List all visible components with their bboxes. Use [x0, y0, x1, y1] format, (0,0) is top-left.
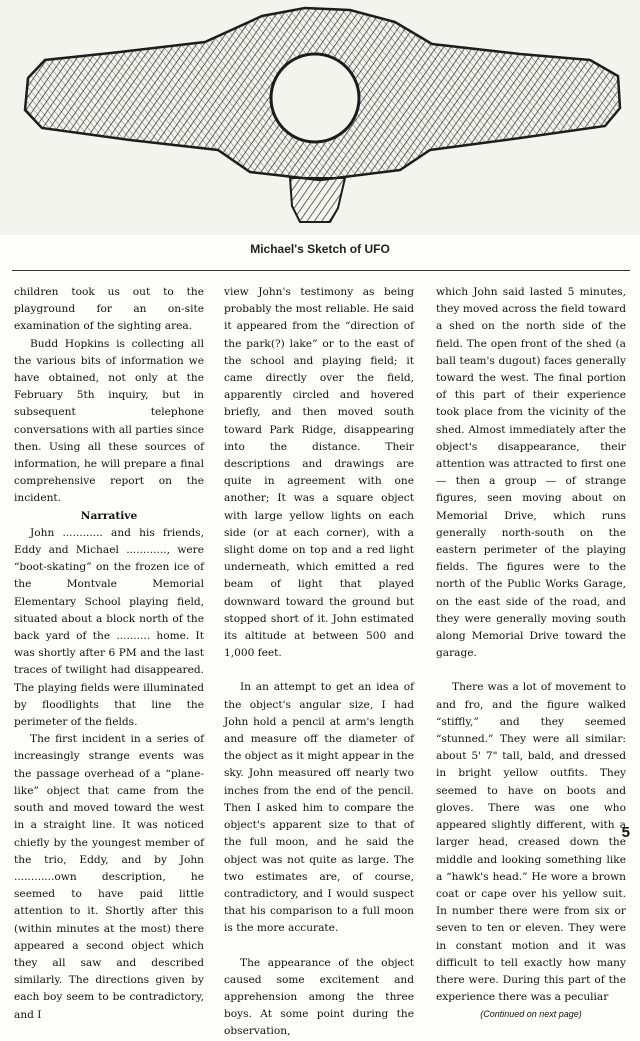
paragraph: There was a lot of movement to and fro, and the figure walked “stiffly,” and they seemed “stunned.” They were all similar: about 5' 7" tall, bald, and dressed in bright yellow outfits. They seemed to have on boots and gloves. There was one who appeared slightly different, with a larger head, creased down the middle and looking something like a “hawk's head.” He wore a brown coat or cape over his yellow suit. In number there were from six or seven to ten or eleven. They were in constant motion and it was difficult to tell exactly how many there were. During this part of the experience there was a peculiar: [436, 681, 626, 1004]
continued-note: (Continued on next page): [480, 1009, 582, 1020]
paragraph: view John's testimony as being probably the most reliable. He said it appeared from the “direction of the park(?) lake” or to the east of the school and playing field; it came directly over the field, apparently circled and hovered briefly, and then moved south toward Park Ridge, disappearing into the distance. Their descriptions and drawings are quite in agreement with one another; It was a square object with large yellow lights on each side (or at each corner), with a slight dome on top and a red light underneath, which emitted a red beam of light that played downward toward the ground but stopped short of it. John estimated its altitude at between 500 and 1,000 feet.: [224, 286, 414, 660]
ufo-center-porthole: [271, 54, 359, 142]
article-column-3: [436, 284, 626, 1020]
paragraph: In an attempt to get an idea of the object's angular size, I had John hold a pencil at arm's length and measure off the diameter of the object as it might appear in the sky. John measured off nearly two inches from the end of the pencil. Then I asked him to compare the object's apparent size to that of the full moon, and he said the object was not quite as large. The two estimates are, of course, contradictory, and I would suspect that his comparison to a full moon is the more accurate.: [224, 681, 414, 935]
figure-caption: Michael's Sketch of UFO: [250, 242, 390, 256]
section-heading: Narrative: [80, 509, 138, 522]
paragraph: The first incident in a series of increasingly strange events was the passage overhead of a “plane-like” object that came from the south and moved toward the west in a straight line. It was noticed chiefly by the youngest member of the trio, Eddy, and by John ............own description, he seemed to have paid little attention to it. Shortly after this (within minutes at the most) there appeared a second object which they all saw and described similarly. The directions given by each boy seem to be contradictory, and I: [14, 733, 204, 1021]
paragraph: children took us out to the playground for an on-site examination of the sighting area.: [14, 286, 204, 333]
article-column-1: [14, 284, 204, 1021]
paragraph: John ............ and his friends, Eddy and Michael ............, were “boot-skating” on the frozen ice of the Montvale Memorial Elementary School playing field, situated about a block north of the back yard of the .......... home. It was shortly after 6 PM and the last traces of twilight had disappeared. The playing fields were illuminated by floodlights that line the perimeter of the fields.: [14, 526, 204, 729]
paragraph: The appearance of the object caused some excitement and apprehension among the three boys. At some point during the observation,: [224, 956, 414, 1038]
page-number: 5: [621, 824, 630, 841]
paragraph: which John said lasted 5 minutes, they moved across the field toward a shed on the north side of the field. The open front of the shed (a ball team's dugout) faces generally toward the west. The final portion of this part of their experience took place from the vicinity of the shed. Almost immediately after the object's disappearance, their attention was attracted to first one — then a group — of strange figures, seen moving about on Memorial Drive, which runs generally north-south on the eastern perimeter of the playing fields. The figures were to the north of the Public Works Garage, on the east side of the road, and they were generally moving south along Memorial Drive toward the garage.: [436, 286, 626, 660]
article-column-2: [224, 284, 414, 1038]
paragraph: Budd Hopkins is collecting all the various bits of information we have obtained, not only at the February 5th inquiry, but in subsequent telephone conversations with all parties since then. Using all these sources of information, he will prepare a final comprehensive report on the incident.: [14, 337, 204, 505]
caption-divider: [12, 270, 630, 271]
ufo-sketch-figure: [0, 0, 640, 235]
